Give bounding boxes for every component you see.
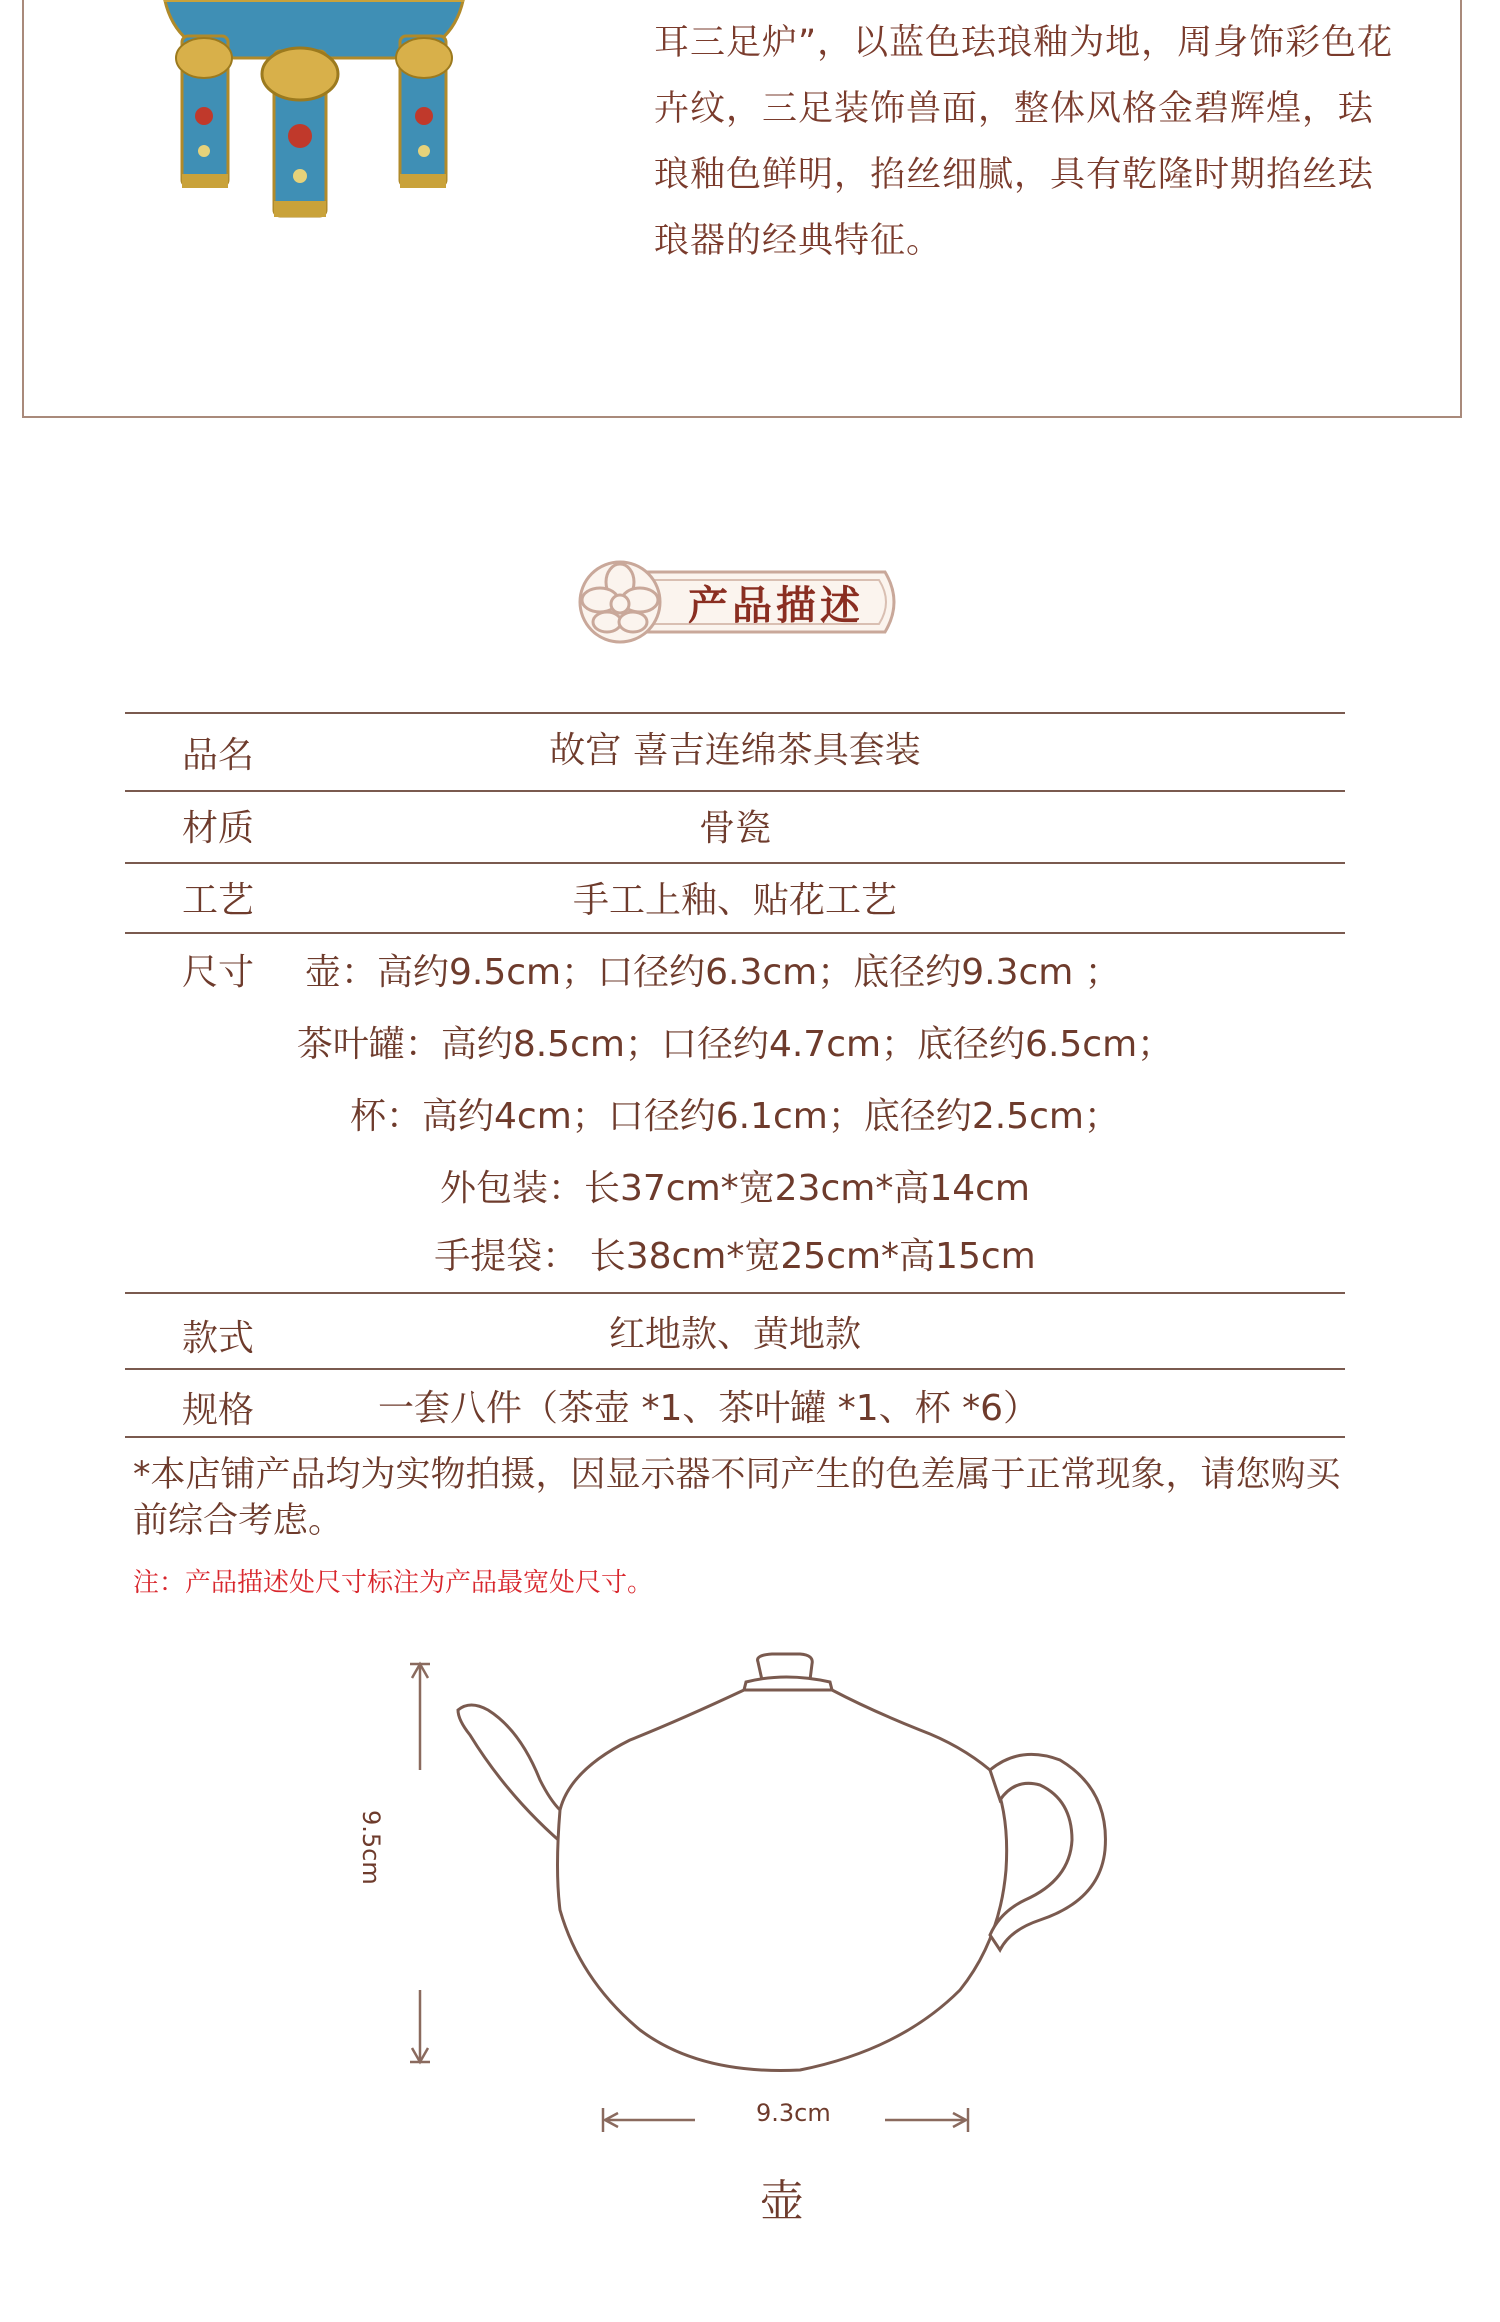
row-value-spec: 一套八件（茶壶 *1、茶叶罐 *1、杯 *6） [378, 1388, 1040, 1429]
table-divider [125, 1292, 1345, 1294]
row-label-size: 尺寸 [182, 952, 255, 993]
row-value-name: 故宫 喜吉连绵茶具套装 [549, 730, 921, 771]
size-line-handbag: 手提袋： 长38cm*宽25cm*高15cm [434, 1236, 1036, 1277]
size-line-outer-box: 外包装：长37cm*宽23cm*高14cm [439, 1168, 1030, 1209]
intro-line: 琅器的经典特征。 [654, 221, 943, 261]
table-divider [125, 932, 1345, 934]
intro-paragraph [654, 10, 1444, 274]
row-value-craft: 手工上釉、贴花工艺 [572, 880, 897, 921]
row-label-craft: 工艺 [182, 880, 255, 921]
size-line-teapot: 壶：高约9.5cm；口径约6.3cm；底径约9.3cm ； [305, 952, 1121, 993]
table-divider [125, 790, 1345, 792]
cloisonne-censer-image [154, 0, 474, 226]
intro-card [22, 0, 1462, 418]
intro-line: 卉纹，三足装饰兽面，整体风格金碧辉煌，珐 [654, 89, 1375, 129]
table-divider [125, 712, 1345, 714]
color-difference-notice: *本店铺产品均为实物拍摄，因显示器不同产生的色差属于正常现象，请您购买前综合考虑。 [133, 1455, 1341, 1541]
intro-line: 耳三足炉”，以蓝色珐琅釉为地，周身饰彩色花 [654, 23, 1394, 63]
size-line-tea-caddy: 茶叶罐：高约8.5cm；口径约4.7cm；底径约6.5cm； [296, 1024, 1174, 1065]
table-divider [125, 1368, 1345, 1370]
row-label-style: 款式 [182, 1318, 255, 1359]
section-title: 产品描述 [688, 582, 864, 629]
row-value-style: 红地款、黄地款 [608, 1314, 861, 1355]
intro-line: 琅釉色鲜明，掐丝细腻，具有乾隆时期掐丝珐 [654, 155, 1375, 195]
size-line-cup: 杯：高约4cm；口径约6.1cm；底径约2.5cm； [350, 1096, 1120, 1137]
table-divider [125, 1436, 1345, 1438]
row-label-material: 材质 [182, 808, 255, 849]
table-divider [125, 862, 1345, 864]
row-value-material: 骨瓷 [698, 808, 771, 849]
size-note: 注：产品描述处尺寸标注为产品最宽处尺寸。 [133, 1568, 654, 1598]
width-dimension-label: 9.3cm [756, 2099, 831, 2127]
row-label-spec: 规格 [182, 1390, 255, 1431]
row-label-name: 品名 [182, 735, 255, 776]
height-dimension-label: 9.5cm [357, 1810, 385, 1885]
teapot-caption: 壶 [760, 2176, 804, 2227]
section-title-badge [565, 552, 905, 652]
